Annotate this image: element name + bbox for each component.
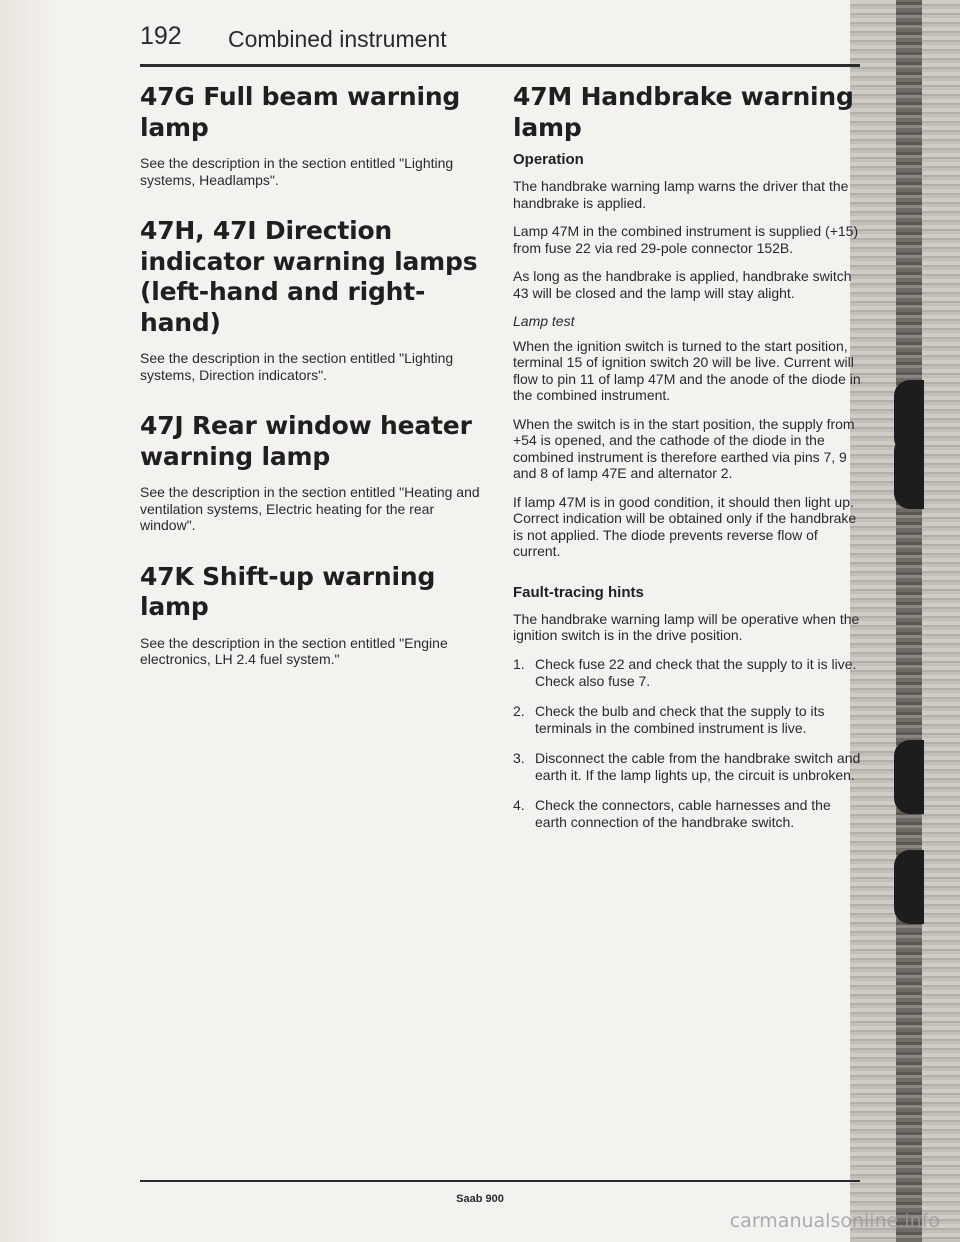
section-text: See the description in the section entitled "Lighting systems, Headlamps". xyxy=(140,155,454,188)
list-item xyxy=(513,656,865,691)
page-header xyxy=(140,16,860,67)
section-heading-47m: 47M Handbrake warning lamp xyxy=(513,82,854,142)
section-heading: 47J Rear window heater warning lamp xyxy=(140,411,472,471)
fault-tracing-steps xyxy=(513,656,865,832)
chapter-title: Combined instrument xyxy=(228,26,447,52)
lamp-test-text: When the ignition switch is turned to the start position, terminal 15 of ignition switch 20 will be live. Current will flow to pin 11 of lamp 47M and the anode of the diode in the combined instrument. xyxy=(513,337,861,404)
thumb-tab-marker xyxy=(894,740,924,814)
section-heading: 47H, 47I Direction indicator warning lamps (left-hand and right-hand) xyxy=(140,216,478,337)
lamp-test-label: Lamp test xyxy=(513,313,575,330)
step-text: Check the bulb and check that the supply to its terminals in the combined instrument is live. xyxy=(535,702,825,737)
section-text: See the description in the section entitled "Engine electronics, LH 2.4 fuel system." xyxy=(140,634,448,668)
operation-text: The handbrake warning lamp warns the driver that the handbrake is applied. xyxy=(513,178,849,211)
section-heading: 47K Shift-up warning lamp xyxy=(140,561,436,622)
step-text: Check the connectors, cable harnesses and the earth connection of the handbrake switch. xyxy=(535,796,831,831)
lamp-test-text: If lamp 47M is in good condition, it should then light up. Correct indication will be obtained only if the handbrake is not applied. The diode prevents reverse flow of current. xyxy=(513,493,857,560)
thumb-tab-marker xyxy=(894,435,924,509)
fault-tracing-subheading: Fault-tracing hints xyxy=(513,583,644,601)
operation-text: Lamp 47M in the combined instrument is supplied (+15) from fuse 22 via red 29-pole connector 152B. xyxy=(513,223,859,256)
page-number: 192 xyxy=(140,22,182,50)
thumb-tab-marker xyxy=(894,850,924,924)
step-number: 1. xyxy=(513,655,525,672)
operation-subheading: Operation xyxy=(513,151,584,168)
section-47j xyxy=(140,411,490,534)
scan-page-edge-dark xyxy=(896,0,922,1242)
list-item xyxy=(513,703,865,738)
section-47h-47i xyxy=(140,216,490,383)
fault-tracing-intro: The handbrake warning lamp will be operative when the ignition switch is in the drive position. xyxy=(513,610,860,644)
step-number: 3. xyxy=(513,749,525,766)
step-number: 2. xyxy=(513,702,525,719)
section-text: See the description in the section entitled "Lighting systems, Direction indicators". xyxy=(140,350,454,383)
footer-rule xyxy=(140,1180,860,1182)
left-column xyxy=(140,82,490,696)
step-number: 4. xyxy=(513,796,525,813)
section-heading: 47G Full beam warning lamp xyxy=(140,82,461,142)
lamp-test-text: When the switch is in the start position, the supply from +54 is opened, and the cathode of the diode in the combined instrument is therefore earthed via pins 7, 9 and 8 of lamp 47E and alternator 2. xyxy=(513,415,855,482)
footer-model: Saab 900 xyxy=(456,1193,504,1205)
section-text: See the description in the section entitled "Heating and ventilation systems, Electric heating for the rear window". xyxy=(140,484,480,534)
step-text: Disconnect the cable from the handbrake switch and earth it. If the lamp lights up, the circuit is unbroken. xyxy=(535,749,861,784)
operation-text: As long as the handbrake is applied, handbrake switch 43 will be closed and the lamp will stay alight. xyxy=(513,268,852,301)
right-column xyxy=(513,82,865,844)
list-item xyxy=(513,750,865,785)
watermark: carmanualsonline.info xyxy=(729,1210,940,1232)
scan-left-shadow xyxy=(0,0,60,1242)
section-47k xyxy=(140,562,490,668)
section-47g xyxy=(140,82,490,188)
list-item xyxy=(513,797,865,832)
step-text: Check fuse 22 and check that the supply to it is live. Check also fuse 7. xyxy=(535,655,857,690)
